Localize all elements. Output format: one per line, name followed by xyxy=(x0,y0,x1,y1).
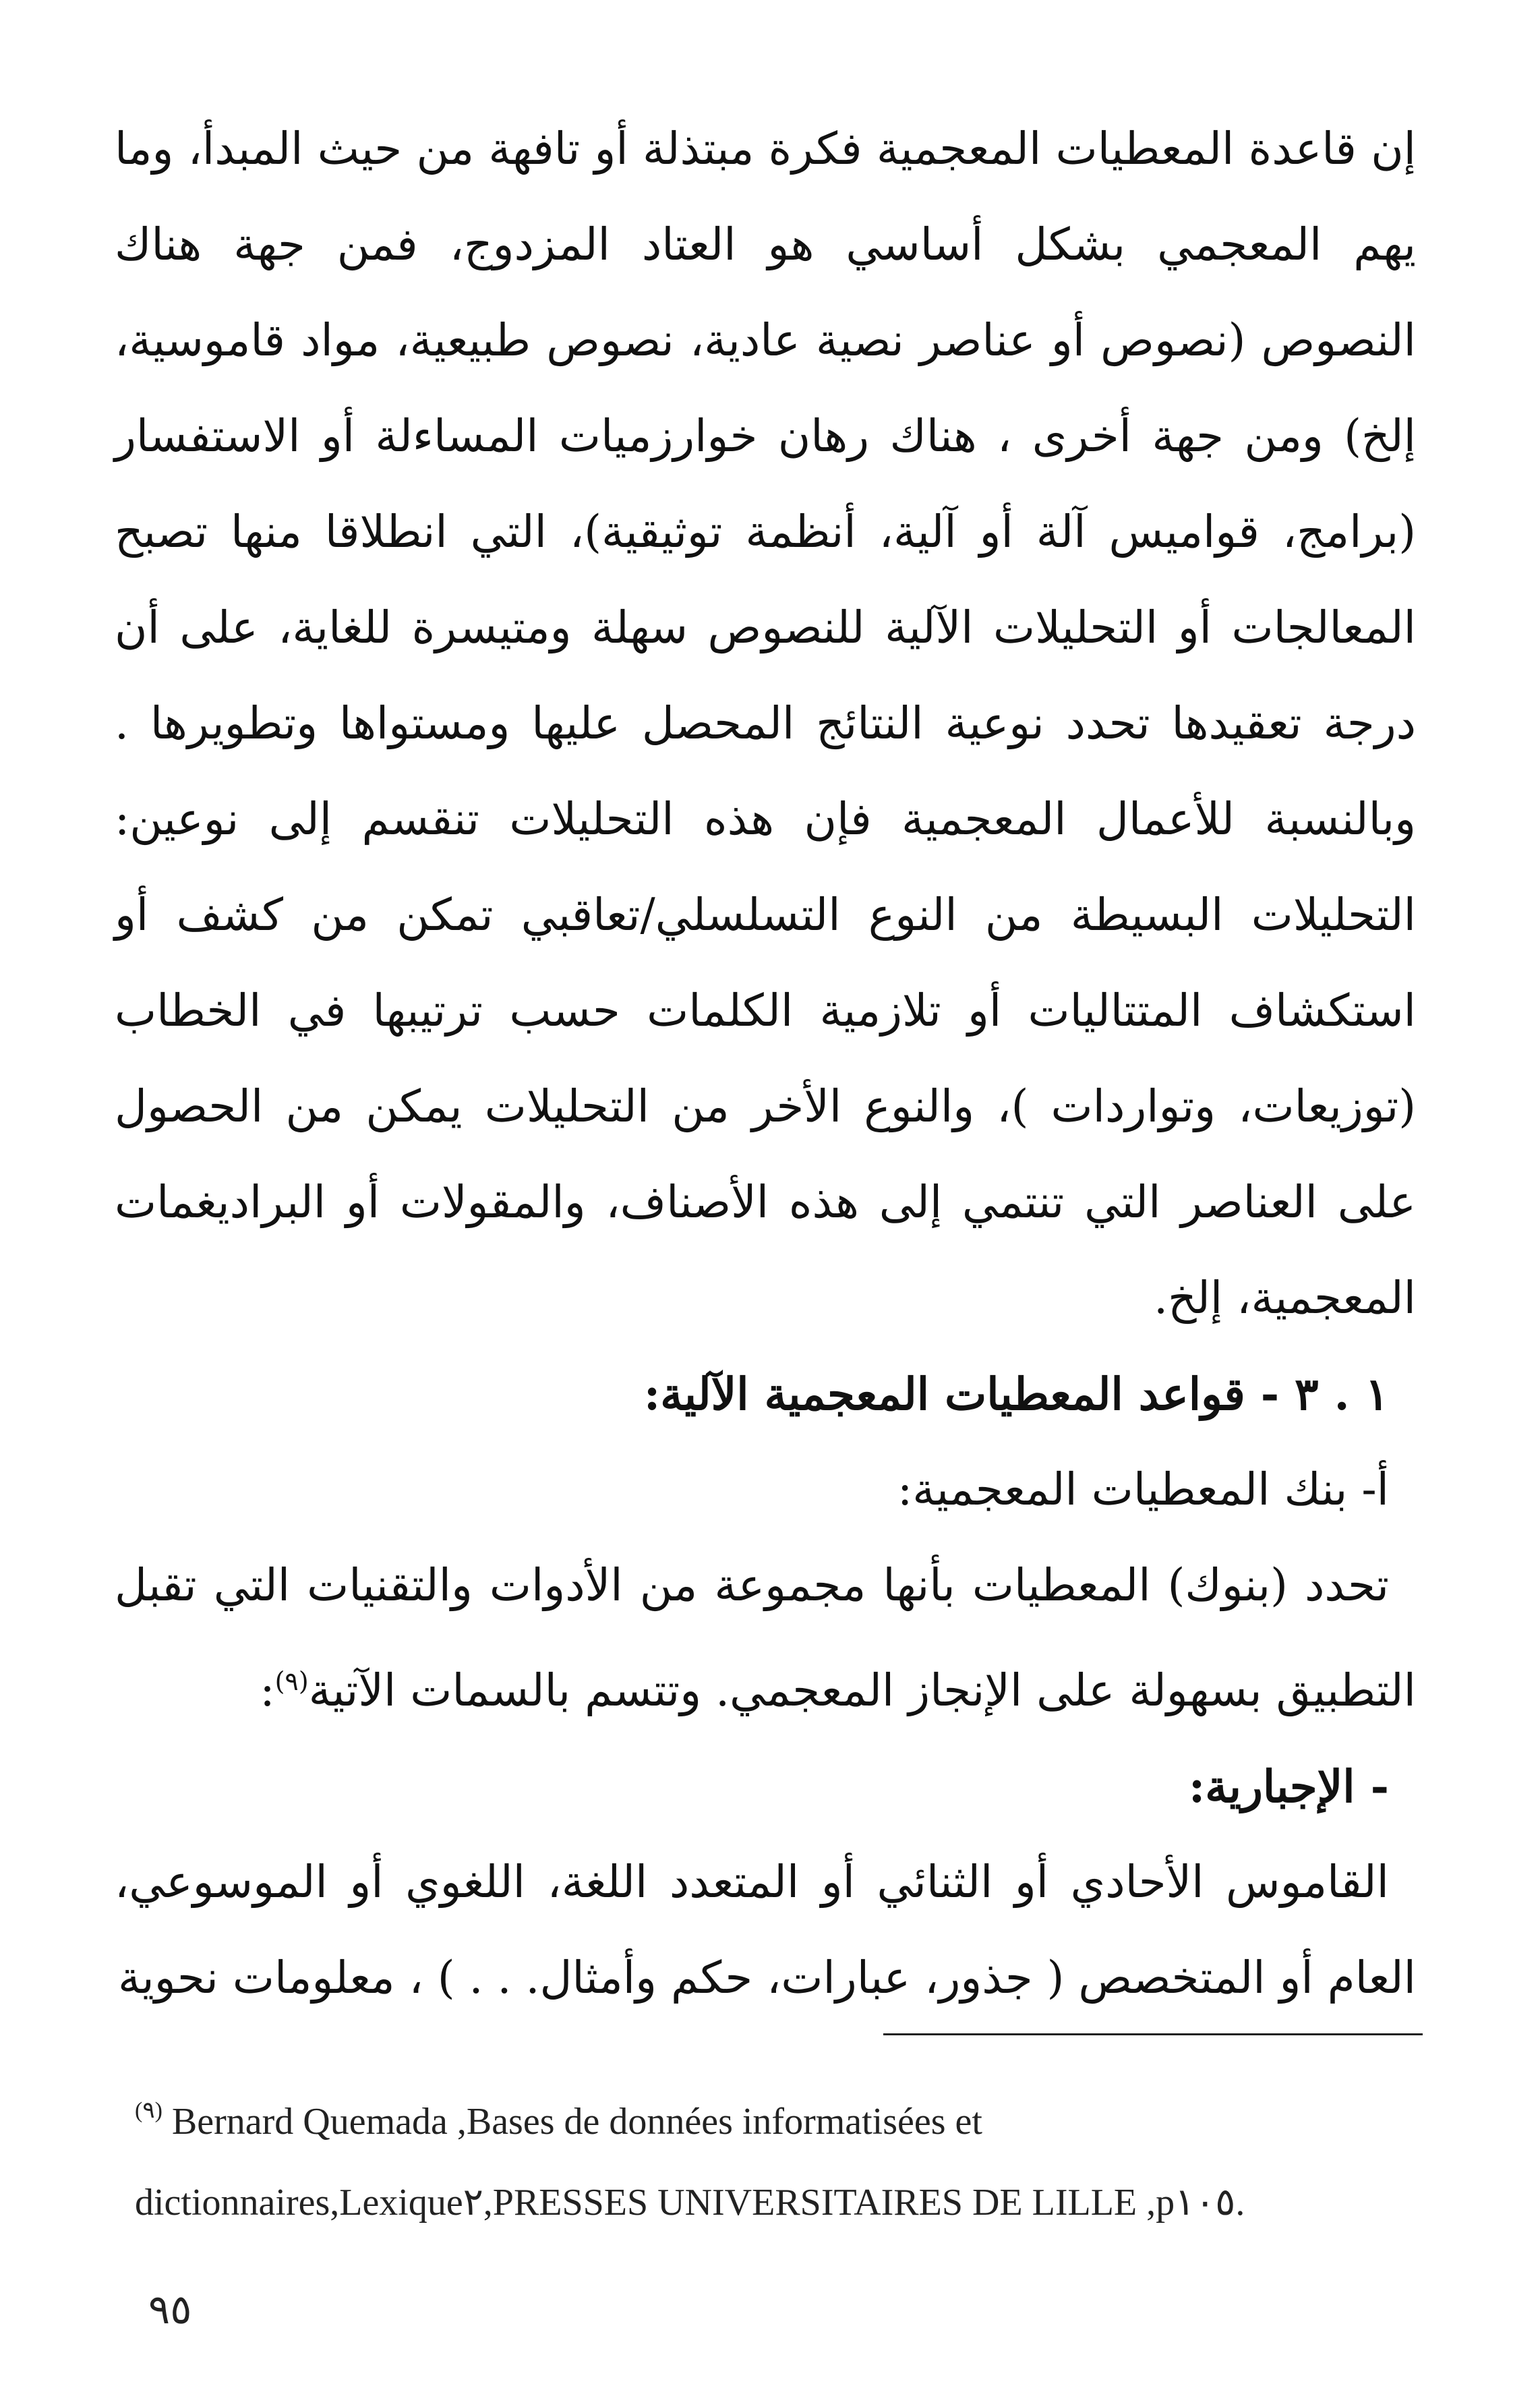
definition-paragraph xyxy=(115,1538,1416,1739)
feature-heading: - الإجبارية: xyxy=(1188,1760,1389,1813)
footnote-text: Bernard Quemada ,Bases de données informatisées et dictionnaires,Lexique٢,PRESSES UNIVERSITAIRES DE LILLE ,p١٠٥. xyxy=(135,2101,1245,2223)
footnote-reference: (٩) xyxy=(274,1666,309,1696)
main-text-column xyxy=(115,101,1416,2026)
definition-colon: : xyxy=(260,1664,275,1716)
intro-paragraph: إن قاعدة المعطيات المعجمية فكرة مبتذلة أو تافهة من حيث المبدأ، وما يهم المعجمي بشكل أساسي هو العتاد المزدوج، فمن جهة هناك النصوص (نصوص أو عناصر نصية عادية، نصوص طبيعية، مواد قاموسية، إلخ) ومن جهة أخرى ، هناك رهان خوارزميات المساءلة أو الاستفسار (برامج، قواميس آلة أو آلية، أنظمة توثيقية)، التي انطلاقا منها تصبح المعالجات أو التحليلات الآلية للنصوص سهلة ومتيسرة للغاية، على أن درجة تعقيدها تحدد نوعية النتائج المحصل عليها ومستواها وتطويرها . وبالنسبة للأعمال المعجمية فإن هذه التحليلات تنقسم إلى نوعين: التحليلات البسيطة من النوع التسلسلي/تعاقبي تمكن من كشف أو استكشاف المتتاليات أو تلازمية الكلمات حسب ترتيبها في الخطاب (توزيعات، وتواردات )، والنوع الأخر من التحليلات يمكن من الحصول على العناصر التي تنتمي إلى هذه الأصناف، والمقولات أو البراديغمات المعجمية، إلخ. xyxy=(115,123,1416,1324)
section-heading: ١ . ٣ - قواعد المعطيات المعجمية الآلية: xyxy=(643,1368,1389,1420)
feature-paragraph: القاموس الأحادي أو الثنائي أو المتعدد اللغة، اللغوي أو الموسوعي، العام أو المتخصص ( جذور، عبارات، حكم وأمثال. . . ) ، معلومات نحوية xyxy=(115,1856,1416,2004)
definition-text: تحدد (بنوك) المعطيات بأنها مجموعة من الأدوات والتقنيات التي تقبل التطبيق بسهولة على الإنجاز المعجمي. وتتسم بالسمات الآتية xyxy=(115,1559,1416,1716)
footnote-divider xyxy=(883,2033,1423,2035)
page-number: ٩٥ xyxy=(148,2286,192,2333)
footnote-marker: (٩) xyxy=(135,2098,162,2123)
footnote xyxy=(135,2070,1450,2243)
subsection-heading: أ- بنك المعطيات المعجمية: xyxy=(897,1463,1389,1515)
